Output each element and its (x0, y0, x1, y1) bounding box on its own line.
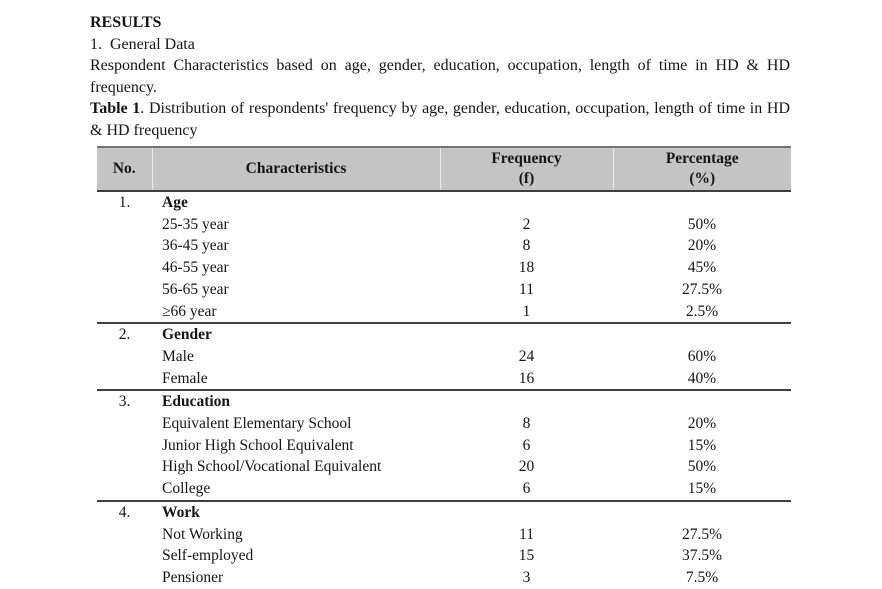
frequency-value-cell: 6 (440, 478, 613, 501)
frequency-cell-empty (440, 191, 613, 214)
table-row (97, 524, 791, 546)
table-row (97, 567, 791, 589)
row-number-cell (97, 301, 152, 324)
percentage-value-cell: 50% (687, 215, 717, 233)
percentage-value-cell: 27.5% (681, 280, 723, 298)
characteristic-label-cell: 25-35 year (162, 215, 229, 233)
table-row (97, 545, 791, 567)
general-data-subheading: 1. General Data (90, 35, 195, 53)
frequency-value-cell: 24 (518, 347, 535, 365)
table-header-row (97, 147, 791, 191)
table-body (97, 191, 791, 589)
column-header-percentage-line1: Percentage (665, 150, 739, 167)
frequency-value-cell: 1 (440, 301, 613, 324)
frequency-value-cell: 18 (518, 259, 535, 277)
characteristics-table (97, 146, 791, 589)
column-header-percentage-line2: (%) (689, 170, 716, 187)
column-header-frequency-line2: (f) (518, 170, 535, 187)
characteristic-label-cell: 56-65 year (162, 280, 229, 298)
row-number-cell (97, 413, 152, 435)
row-number-cell (97, 235, 152, 257)
characteristic-label-cell: Junior High School Equivalent (162, 436, 354, 454)
column-header-frequency (440, 147, 613, 191)
section-number-cell: 3. (118, 393, 131, 411)
percentage-value-cell: 15% (687, 436, 717, 454)
row-number-cell (97, 279, 152, 301)
section-title-row (97, 390, 791, 413)
row-number-cell (97, 257, 152, 279)
row-number-cell (97, 545, 152, 567)
percentage-value-cell: 7.5% (685, 568, 719, 586)
characteristic-label-cell: Equivalent Elementary School (162, 415, 352, 433)
percentage-value-cell: 50% (687, 458, 717, 476)
characteristic-label-cell: ≥66 year (152, 301, 440, 324)
frequency-value-cell: 11 (519, 280, 534, 298)
section-title-cell: Education (162, 393, 231, 411)
percentage-value-cell: 20% (687, 237, 717, 255)
intro-paragraph: Respondent Characteristics based on age, gender, education, occupation, length of time in HD & HD frequency. (90, 57, 790, 96)
frequency-value-cell: 8 (522, 415, 531, 433)
row-number-cell (97, 346, 152, 368)
section-number-cell: 1. (118, 194, 131, 211)
row-number-cell (97, 524, 152, 546)
frequency-value-cell: 2 (522, 215, 531, 233)
frequency-cell-empty (440, 501, 613, 524)
percentage-cell-empty (613, 323, 791, 346)
document-page (90, 12, 790, 589)
percentage-value-cell: 60% (687, 347, 717, 365)
section-title-cell: Work (162, 503, 200, 521)
table-row (97, 456, 791, 478)
row-number-cell (97, 567, 152, 589)
frequency-value-cell: 16 (440, 368, 613, 391)
percentage-cell-empty (613, 191, 791, 214)
section-title-cell: Gender (162, 326, 212, 344)
row-number-cell (97, 368, 152, 391)
frequency-value-cell: 11 (519, 525, 534, 543)
section-title-cell: Age (162, 194, 188, 211)
table-row (97, 214, 791, 236)
table-caption (90, 98, 790, 141)
table-row (97, 235, 791, 257)
frequency-value-cell: 8 (522, 237, 531, 255)
frequency-cell-empty (440, 323, 613, 346)
characteristic-label-cell: 46-55 year (162, 259, 229, 277)
percentage-value-cell: 45% (687, 259, 717, 277)
table-row (97, 257, 791, 279)
table-caption-text: . Distribution of respondents' frequency by age, gender, education, occupation, length of time in HD & HD frequency (90, 100, 790, 139)
percentage-cell-empty (613, 501, 791, 524)
column-header-no-line1: No. (112, 160, 136, 177)
table-row (97, 478, 791, 501)
characteristic-label-cell: Female (152, 368, 440, 391)
table-row (97, 435, 791, 457)
section-title-row (97, 323, 791, 346)
percentage-value-cell: 27.5% (681, 525, 723, 543)
column-header-no (97, 147, 152, 191)
characteristic-label-cell: Male (162, 347, 194, 365)
column-header-characteristics (152, 147, 440, 191)
column-header-frequency-line1: Frequency (491, 150, 562, 167)
percentage-value-cell: 37.5% (681, 547, 723, 565)
row-number-cell (97, 435, 152, 457)
frequency-value-cell: 15 (518, 547, 535, 565)
table-row (97, 368, 791, 391)
table-row (97, 301, 791, 324)
column-header-percentage (613, 147, 791, 191)
frequency-value-cell: 20 (518, 458, 535, 476)
characteristic-label-cell: Self-employed (162, 547, 254, 565)
section-number-cell: 4. (118, 503, 131, 521)
frequency-value-cell: 6 (522, 436, 531, 454)
row-number-cell (97, 214, 152, 236)
table-row (97, 279, 791, 301)
characteristic-label-cell: Not Working (162, 525, 243, 543)
table-row (97, 346, 791, 368)
characteristic-label-cell: High School/Vocational Equivalent (162, 458, 382, 476)
percentage-value-cell: 15% (613, 478, 791, 501)
percentage-value-cell: 40% (613, 368, 791, 391)
frequency-cell-empty (440, 390, 613, 413)
table-caption-label: Table 1 (90, 100, 141, 117)
frequency-value-cell: 3 (522, 568, 531, 586)
section-number-cell: 2. (118, 326, 131, 344)
table-row (97, 413, 791, 435)
section-title-row (97, 501, 791, 524)
section-title-row (97, 191, 791, 214)
characteristic-label-cell: College (152, 478, 440, 501)
percentage-value-cell: 20% (687, 415, 717, 433)
row-number-cell (97, 478, 152, 501)
characteristic-label-cell: Pensioner (162, 568, 224, 586)
results-heading: RESULTS (90, 14, 162, 31)
column-header-characteristics-line1: Characteristics (245, 160, 347, 177)
row-number-cell (97, 456, 152, 478)
percentage-value-cell: 2.5% (613, 301, 791, 324)
characteristic-label-cell: 36-45 year (162, 237, 229, 255)
percentage-cell-empty (613, 390, 791, 413)
